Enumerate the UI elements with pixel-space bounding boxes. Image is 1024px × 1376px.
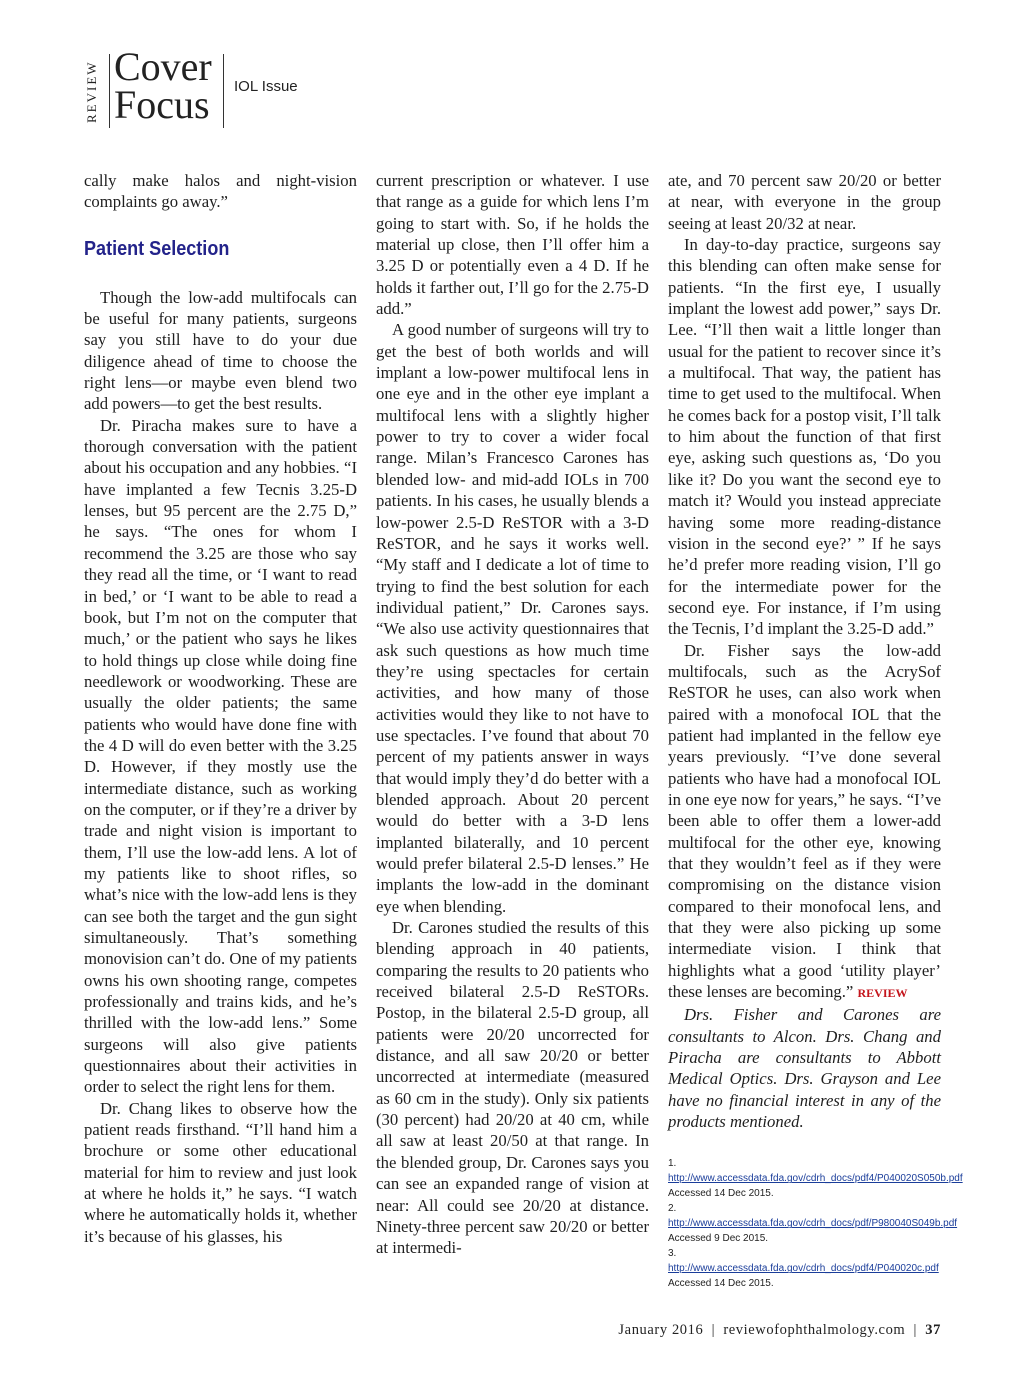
- footer-separator: |: [913, 1322, 918, 1338]
- section-title: [114, 44, 212, 127]
- paragraph: [668, 640, 941, 1005]
- masthead-divider: [223, 54, 224, 128]
- reference-number: 2.: [668, 1203, 677, 1215]
- footer-website: reviewofophthalmology.com: [723, 1322, 906, 1338]
- masthead-review-label: REVIEW: [84, 60, 99, 124]
- disclosure: Drs. Fisher and Carones are consultants to Alcon. Drs. Chang and Piracha are consultants to Abbott Medical Optics. Drs. Grayson and Lee have no financial interest in any of the products mentioned.: [668, 1005, 941, 1132]
- references-list: [668, 1156, 963, 1291]
- article-column-2: [376, 170, 649, 1259]
- masthead: [80, 46, 380, 130]
- issue-label: IOL Issue: [234, 78, 298, 95]
- reference-item: [668, 1246, 941, 1291]
- footer-date: January 2016: [618, 1322, 704, 1338]
- page-footer: [618, 1322, 941, 1339]
- reference-number: 1.: [668, 1158, 677, 1170]
- article-column-3: [668, 170, 963, 1291]
- paragraph: current prescription or whatever. I use that range as a guide for which lens I’m going to start with. So, if he holds the material up close, then I’ll offer him a 3.25 D or potentially even a 4 D. If he holds it farther out, I’ll go for the 2.75-D add.”: [376, 171, 649, 319]
- section-title-line1: Cover: [114, 44, 212, 89]
- paragraph: Dr. Chang likes to observe how the patient reads firsthand. “I’ll hand him a brochure or some other educational material for him to review and just look at where he holds it,” he says. “I watch where he automatically holds it, whether it’s because of his glasses, his: [84, 1098, 357, 1246]
- reference-link[interactable]: http://www.accessdata.fda.gov/cdrh_docs/pdf4/P040020S050b.pdf: [668, 1173, 963, 1185]
- paragraph: In day-to-day practice, surgeons say this blending can often make sense for patients. “In the first eye, I usually implant the lowest add power,” says Dr. Lee. “I’ll then wait a little longer than usual for the patient to recover since it’s a multifocal. That way, the patient has time to get used to the multifocal. When he comes back for a postop visit, I’ll talk to him about the function of that first eye, asking such questions as, ‘Do you like it? Do you want the second eye to match it? Would you instead appreciate having some more reading-distance vision in the second eye?’ ” If he says he’d prefer more reading vision, I’ll go for the intermediate power for the second eye. For instance, if I’m using the Tecnis, I’d implant the 3.25-D add.”: [668, 235, 941, 639]
- reference-link[interactable]: http://www.accessdata.fda.gov/cdrh_docs/pdf4/P040020c.pdf: [668, 1263, 939, 1275]
- page-number: 37: [925, 1322, 941, 1338]
- paragraph: Dr. Carones studied the results of this blending approach in 40 patients, comparing the results to 20 patients who received bilateral 2.5-D ReSTORs. Postop, in the bilateral 2.5-D group, all patients were 20/20 uncorrected for distance, and all saw 20/20 or better uncorrected at intermediate (measured as 60 cm in the study). Only six patients (30 percent) had 20/20 at 40 cm, while all saw at least 20/50 at that range. In the blended group, Dr. Carones says you can see an expanded range of vision at near: All could see 20/20 at distance. Ninety-three percent saw 20/20 or better at intermedi-: [376, 918, 649, 1258]
- paragraph: cally make halos and night-vision complaints go away.”: [84, 171, 357, 212]
- footer-separator: |: [711, 1322, 716, 1338]
- paragraph: ate, and 70 percent saw 20/20 or better at near, with everyone in the group seeing at least 20/32 at near.: [668, 171, 941, 233]
- reference-note: Accessed 14 Dec 2015.: [668, 1188, 774, 1200]
- section-title-line2: Focus: [114, 82, 210, 127]
- reference-note: Accessed 9 Dec 2015.: [668, 1233, 769, 1245]
- paragraph: Though the low-add multifocals can be useful for many patients, surgeons say you still have to do your due diligence ahead of time to choose the right lens—or maybe even blend two add powers—to get the best results.: [84, 287, 357, 414]
- article-end-mark: REVIEW: [857, 986, 908, 1001]
- article-column-1: [84, 170, 357, 1247]
- paragraph: Dr. Piracha makes sure to have a thorough conversation with the patient about his occupation and any hobbies. “I have implanted a few Tecnis 3.25-D lenses, but 95 percent are the 2.75 D,” he says. “The ones for whom I recommend the 3.25 are those who say they read all the time, or ‘I want to read in bed,’ or ‘I want to be able to read a book, but I’m not on the computer that much,’ or the patient who says he likes to hold things up close while doing fine needlework or woodworking. These are usually the older patients; the same patients who would have done fine with the 4 D will do even better with the 3.25 D. However, if they mostly use the intermediate distance, such as working on the computer, or if they’re a driver by trade and night vision is important to them, I’ll use the low-add lens. A lot of my patients like to shoot rifles, so what’s nice with the low-add lens is they can see both the target and the gun sight simultaneously. That’s something monovision can’t do. One of my patients owns his own shooting range, competes professionally and trains kids, and he’s thrilled with the low-add lens.” Some surgeons will also give patients questionnaires about their activities in order to select the right lens for them.: [84, 415, 357, 1097]
- reference-item: [668, 1156, 963, 1201]
- paragraph-text: Dr. Fisher says the low-add multifocals, such as the AcrySof ReSTOR he uses, can also work when paired with a monofocal IOL that the patient had implanted in the fellow eye years previously. “I’ve done several patients who have had a monofocal IOL in one eye now for years,” he says. “I’ve been able to offer them a lower-add multifocal for the other eye, knowing that they wouldn’t feel as if they were compromising on the distance vision compared to their monofocal lens, and that they were also picking up some intermediate vision. I think that highlights what a good ‘utility player’ these lenses are becoming.”: [668, 640, 941, 1002]
- reference-item: [668, 1201, 958, 1246]
- reference-note: Accessed 14 Dec 2015.: [668, 1278, 774, 1290]
- reference-number: 3.: [668, 1248, 677, 1260]
- subheading: Patient Selection: [84, 236, 230, 260]
- paragraph: A good number of surgeons will try to get the best of both worlds and will implant a low-power multifocal lens in one eye and in the other eye implant a multifocal lens with a slightly higher power to try to cover a wider focal range. Milan’s Francesco Carones has blended low- and mid-add IOLs in 700 patients. In his cases, he usually blends a low-power 2.5-D ReSTOR with a 3-D ReSTOR, and he says it works well. “My staff and I dedicate a lot of time to trying to find the best solution for each individual patient,” Dr. Carones says. “We also use activity questionnaires that ask such questions as how much time they’re using spectacles for certain activities, and how many of those activities would they like to not have to use spectacles. I’ve found that about 70 percent of my patients answer in ways that would imply they’d do better with a blended approach. About 20 percent would do better with a 3-D lens implanted bilaterally, and 10 percent would prefer bilateral 2.5-D lenses.” He implants the low-add in the dominant eye when blending.: [376, 320, 649, 916]
- masthead-divider: [109, 54, 110, 128]
- reference-link[interactable]: http://www.accessdata.fda.gov/cdrh_docs/pdf/P980040S049b.pdf: [668, 1218, 958, 1230]
